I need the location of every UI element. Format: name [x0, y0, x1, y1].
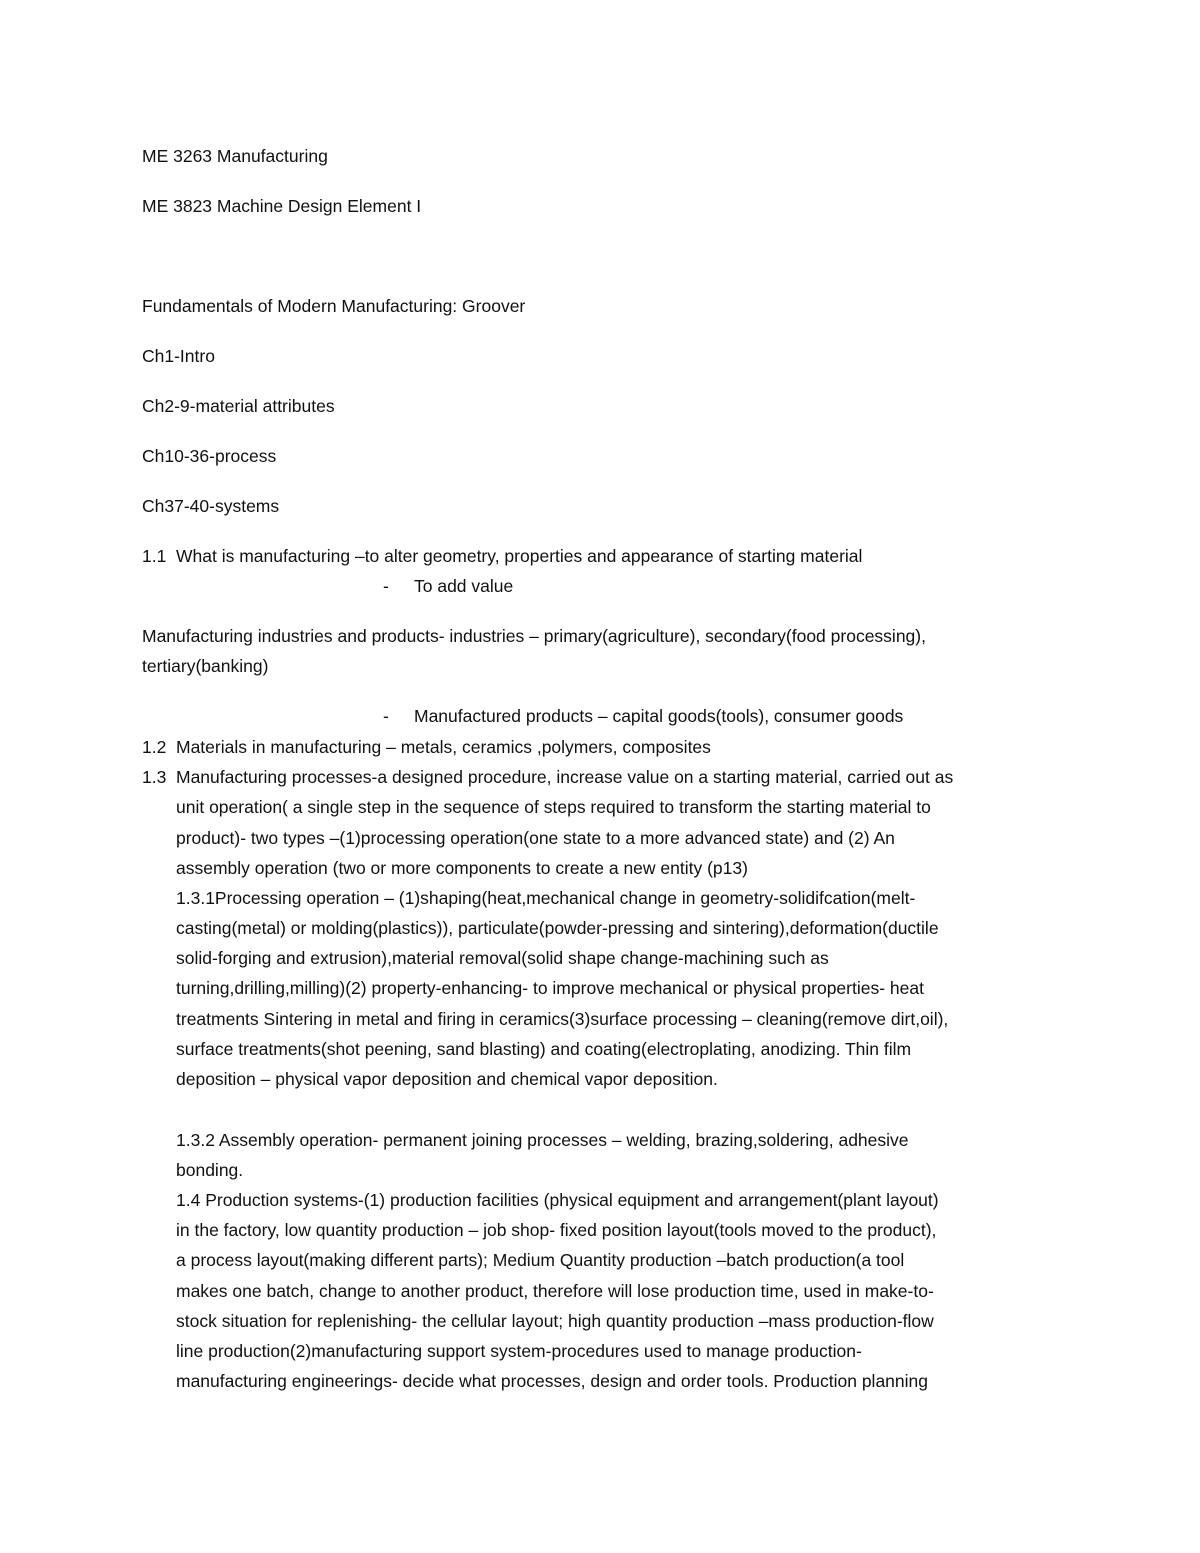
- section-1-3-line: assembly operation (two or more components to create a new entity (p13): [176, 858, 748, 878]
- bullet-dash: -: [383, 706, 389, 726]
- assembly-operation-line: bonding.: [176, 1160, 244, 1180]
- section-1-3-line: Manufacturing processes-a designed procedure, increase value on a starting material, carried out as: [176, 767, 954, 787]
- chapter-item: Ch10-36-process: [142, 446, 277, 466]
- production-systems-line: makes one batch, change to another product, therefore will lose production time, used in make-to-: [176, 1281, 934, 1301]
- section-number: 1.2: [142, 737, 167, 757]
- chapter-item: Ch2-9-material attributes: [142, 396, 335, 416]
- course-title-manufacturing: ME 3263 Manufacturing: [142, 146, 328, 166]
- section-1-3-line: turning,drilling,milling)(2) property-enhancing- to improve mechanical or physical properties- heat: [176, 978, 924, 998]
- section-1-1-text: What is manufacturing –to alter geometry, properties and appearance of starting material: [176, 546, 863, 566]
- book-title: Fundamentals of Modern Manufacturing: Groover: [142, 296, 526, 316]
- production-systems-line: 1.4 Production systems-(1) production facilities (physical equipment and arrangement(plant layout): [176, 1190, 939, 1210]
- section-number: 1.1: [142, 546, 167, 566]
- industries-line: Manufacturing industries and products- industries – primary(agriculture), secondary(food processing),: [142, 626, 926, 646]
- production-systems-line: in the factory, low quantity production – job shop- fixed position layout(tools moved to the product),: [176, 1220, 937, 1240]
- section-1-3-line: casting(metal) or molding(plastics)), particulate(powder-pressing and sintering),deformation(ductile: [176, 918, 939, 938]
- production-systems-line: manufacturing engineerings- decide what processes, design and order tools. Production planning: [176, 1371, 928, 1391]
- section-1-3-line: deposition – physical vapor deposition and chemical vapor deposition.: [176, 1069, 718, 1089]
- section-1-3-line: surface treatments(shot peening, sand blasting) and coating(electroplating, anodizing. Thin film: [176, 1039, 912, 1059]
- bullet-dash: -: [383, 576, 389, 596]
- bullet-text: Manufactured products – capital goods(tools), consumer goods: [414, 706, 904, 726]
- bullet-text: To add value: [414, 576, 514, 596]
- production-systems-line: stock situation for replenishing- the cellular layout; high quantity production –mass production-flow: [176, 1311, 934, 1331]
- chapter-item: Ch37-40-systems: [142, 496, 280, 516]
- chapter-item: Ch1-Intro: [142, 346, 215, 366]
- industries-line: tertiary(banking): [142, 656, 269, 676]
- production-systems-line: a process layout(making different parts); Medium Quantity production –batch production(a tool: [176, 1250, 905, 1270]
- section-number: 1.3: [142, 767, 167, 787]
- assembly-operation-line: 1.3.2 Assembly operation- permanent joining processes – welding, brazing,soldering, adhesive: [176, 1130, 909, 1150]
- section-1-2-text: Materials in manufacturing – metals, ceramics ,polymers, composites: [176, 737, 711, 757]
- section-1-3-line: solid-forging and extrusion),material removal(solid shape change-machining such as: [176, 948, 829, 968]
- section-1-3-line: 1.3.1Processing operation – (1)shaping(heat,mechanical change in geometry-solidifcation(melt-: [176, 888, 916, 908]
- section-1-3-line: product)- two types –(1)processing operation(one state to a more advanced state) and (2) An: [176, 828, 895, 848]
- production-systems-line: line production(2)manufacturing support system-procedures used to manage production-: [176, 1341, 862, 1361]
- section-1-3-line: unit operation( a single step in the sequence of steps required to transform the starting material to: [176, 797, 931, 817]
- course-title-machine-design: ME 3823 Machine Design Element I: [142, 196, 422, 216]
- section-1-3-line: treatments Sintering in metal and firing in ceramics(3)surface processing – cleaning(remove dirt,oil),: [176, 1009, 949, 1029]
